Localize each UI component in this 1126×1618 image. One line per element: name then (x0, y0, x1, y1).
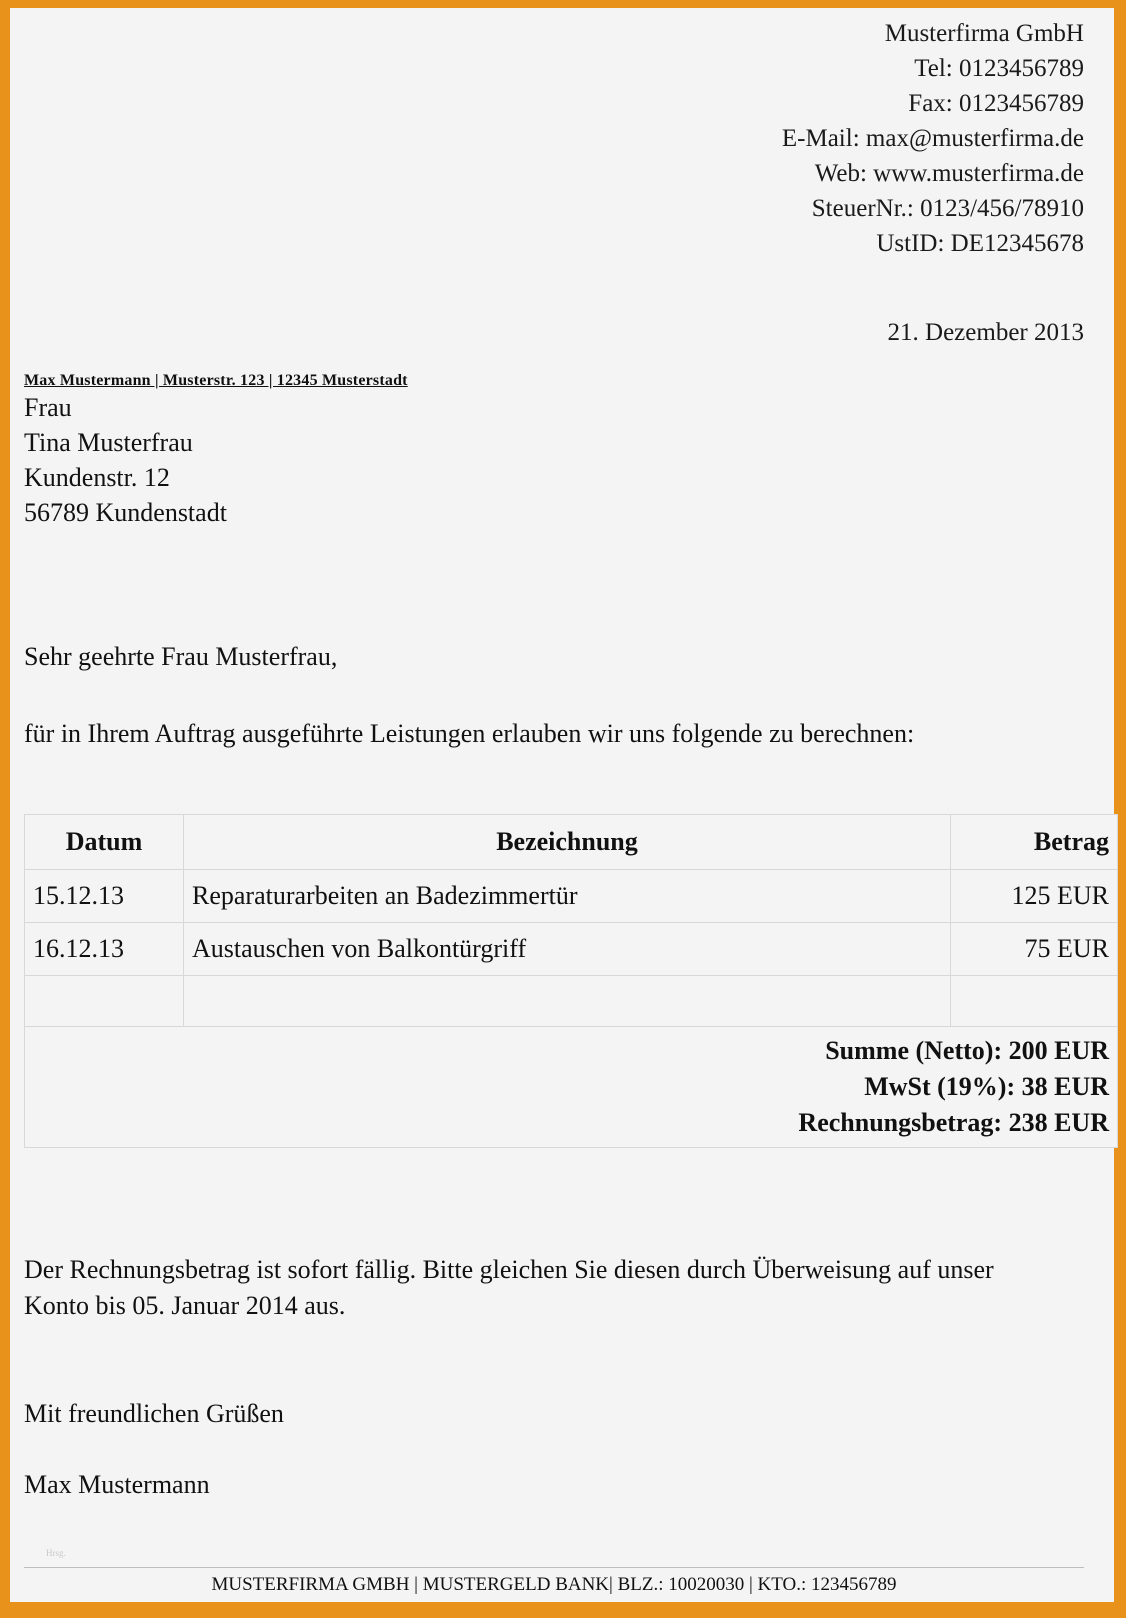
sender-line-taxnumber: SteuerNr.: 0123/456/78910 (811, 195, 1084, 222)
return-address-line: Max Mustermann | Musterstr. 123 | 12345 Musterstadt (24, 372, 408, 389)
signature-name: Max Mustermann (24, 1470, 210, 1499)
recipient-line-salutation: Frau (24, 393, 72, 422)
recipient-line-city: 56789 Kundenstadt (24, 498, 227, 527)
table-row (25, 923, 1118, 976)
intro-text: für in Ihrem Auftrag ausgeführte Leistungen erlauben wir uns folgende zu berechnen: (24, 719, 915, 748)
column-header-datum: Datum (25, 815, 184, 870)
salutation-text: Sehr geehrte Frau Musterfrau, (24, 642, 338, 671)
sender-line-web: Web: www.musterfirma.de (814, 160, 1084, 187)
line-items-table (24, 814, 1118, 1148)
sender-line-fax: Fax: 0123456789 (908, 90, 1084, 117)
total-gross: Rechnungsbetrag: 238 EUR (798, 1108, 1109, 1137)
sender-line-tel: Tel: 0123456789 (914, 55, 1084, 82)
cell-datum: 15.12.13 (25, 870, 184, 923)
column-header-betrag: Betrag (951, 815, 1118, 870)
watermark-text: Hrsg. (46, 1548, 66, 1558)
table-totals-row (25, 1027, 1118, 1148)
table-row (25, 870, 1118, 923)
page-footer: MUSTERFIRMA GMBH | MUSTERGELD BANK| BLZ.: 10020030 | KTO.: 123456789 (24, 1567, 1084, 1596)
sender-line-company: Musterfirma GmbH (884, 20, 1084, 47)
total-mwst: MwSt (19%): 38 EUR (864, 1072, 1109, 1101)
totals-cell (25, 1027, 1118, 1148)
cell-datum-empty (25, 976, 184, 1027)
sender-line-vatid: UstID: DE12345678 (876, 230, 1084, 257)
payment-note: Der Rechnungsbetrag ist sofort fällig. Bitte gleichen Sie diesen durch Überweisung auf unser Konto bis 05. Januar 2014 aus. (24, 1255, 994, 1320)
document-date: 21. Dezember 2013 (887, 319, 1084, 346)
invoice-content (24, 8, 1109, 1602)
cell-betrag: 125 EUR (951, 870, 1118, 923)
total-netto: Summe (Netto): 200 EUR (825, 1036, 1109, 1065)
recipient-block (24, 372, 1084, 530)
table-row-empty (25, 976, 1118, 1027)
sender-block (24, 8, 1084, 261)
closing-regards: Mit freundlichen Grüßen (24, 1399, 284, 1428)
column-header-bezeichnung: Bezeichnung (184, 815, 951, 870)
cell-betrag-empty (951, 976, 1118, 1027)
cell-bezeichnung: Reparaturarbeiten an Badezimmertür (184, 870, 951, 923)
recipient-line-name: Tina Musterfrau (24, 428, 193, 457)
table-header-row (25, 815, 1118, 870)
cell-bezeichnung: Austauschen von Balkontürgriff (184, 923, 951, 976)
cell-bezeichnung-empty (184, 976, 951, 1027)
cell-betrag: 75 EUR (951, 923, 1118, 976)
sender-line-email: E-Mail: max@musterfirma.de (781, 125, 1084, 152)
invoice-page (10, 8, 1114, 1602)
cell-datum: 16.12.13 (25, 923, 184, 976)
recipient-line-street: Kundenstr. 12 (24, 463, 170, 492)
